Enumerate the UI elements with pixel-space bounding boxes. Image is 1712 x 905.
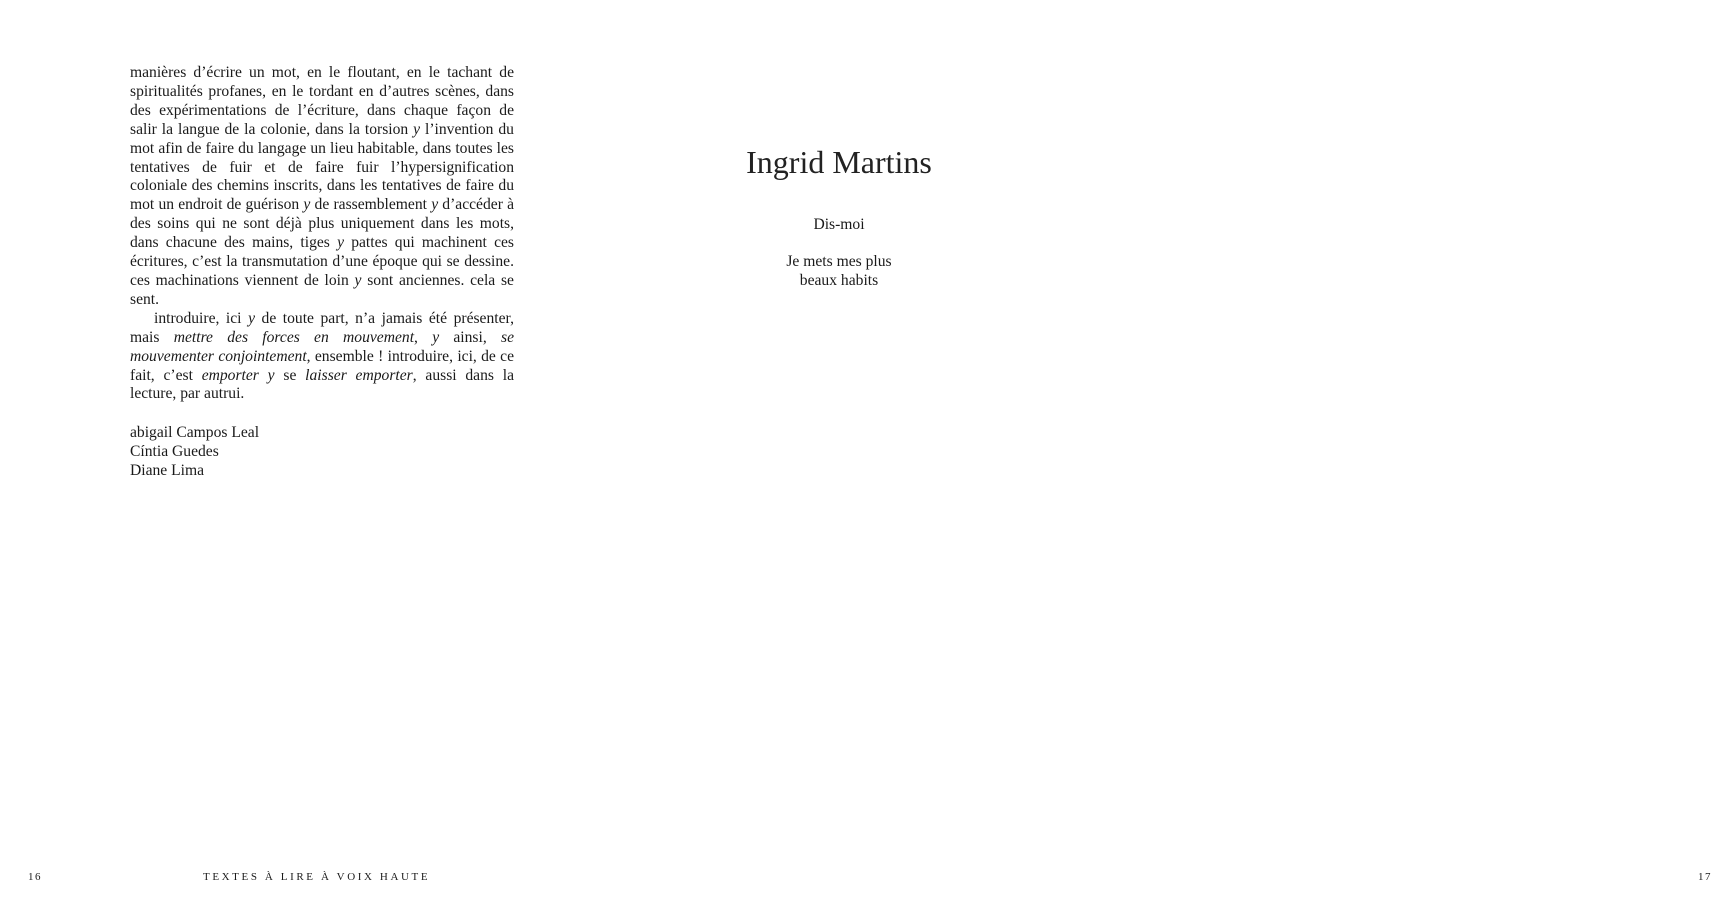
signature-name: Cíntia Guedes bbox=[130, 443, 219, 460]
author-title: Ingrid Martins bbox=[746, 144, 932, 180]
italic-run: se mouvementer conjointement bbox=[130, 328, 514, 365]
poem bbox=[580, 215, 1098, 308]
paragraph-2 bbox=[130, 310, 514, 405]
right-page bbox=[580, 0, 1712, 905]
text-run: de toute part, n’a jamais été présenter, mais bbox=[130, 309, 514, 346]
text-run: , bbox=[414, 328, 433, 346]
italic-run: y bbox=[432, 328, 440, 346]
italic-run: mettre des forces en mouvement bbox=[173, 328, 415, 346]
paragraph-1 bbox=[130, 64, 514, 310]
poem-stanza bbox=[580, 215, 1098, 234]
italic-run: y bbox=[354, 271, 362, 289]
text-run: l’invention du mot afin de faire du langage un lieu habitable, dans toutes les tentatives de fuir et de faire fuir l’hypersignification coloniale des chemins inscrits, dans les tentatives de faire du mot un endroit de guérison bbox=[130, 120, 514, 214]
poem-stanza bbox=[580, 252, 1098, 290]
running-head: TEXTES À LIRE À VOIX HAUTE bbox=[203, 871, 431, 883]
italic-run: y bbox=[431, 196, 439, 214]
italic-run: y bbox=[337, 234, 344, 252]
text-run: de rassemblement bbox=[310, 196, 432, 214]
text-run: d’accéder à des soins qui ne sont déjà plus uniquement dans les mots, dans chacune des mains, tiges bbox=[130, 196, 515, 252]
italic-run: y bbox=[413, 120, 421, 138]
left-page bbox=[0, 0, 580, 905]
poem-line: Dis-moi bbox=[813, 216, 865, 233]
text-run: ainsi, bbox=[439, 328, 501, 346]
text-run: se bbox=[274, 366, 306, 384]
text-run: introduire, ici bbox=[154, 309, 249, 327]
text-run: , ensemble ! introduire, ici, de ce fait, c’est bbox=[130, 347, 514, 384]
poem-line: beaux habits bbox=[799, 272, 879, 289]
italic-run: y bbox=[303, 196, 311, 214]
italic-run: laisser emporter bbox=[305, 366, 413, 384]
text-run: pattes qui machinent ces écritures, c’est la transmutation d’une époque qui se dessine. ces machinations viennent de loin bbox=[130, 234, 514, 289]
text-run: sont anciennes. cela se sent. bbox=[130, 271, 514, 308]
italic-run: y bbox=[248, 309, 255, 327]
text-run: manières d’écrire un mot, en le floutant, en le tachant de spiritualités profanes, en le tordant en d’autres scènes, dans des expérimentations de l’écriture, dans chaque façon de salir la langue de la colonie, dans la torsion bbox=[130, 64, 514, 138]
signature-name: Diane Lima bbox=[130, 462, 205, 479]
page-number-left: 16 bbox=[28, 871, 42, 883]
body-text bbox=[130, 64, 514, 404]
signatures bbox=[130, 423, 259, 480]
poem-line: Je mets mes plus bbox=[786, 253, 892, 270]
italic-run: emporter y bbox=[201, 366, 275, 384]
page-number-right: 17 bbox=[1698, 871, 1712, 883]
text-run: , aussi dans la lecture, par autrui. bbox=[130, 366, 515, 403]
signature-name: abigail Campos Leal bbox=[130, 424, 260, 441]
